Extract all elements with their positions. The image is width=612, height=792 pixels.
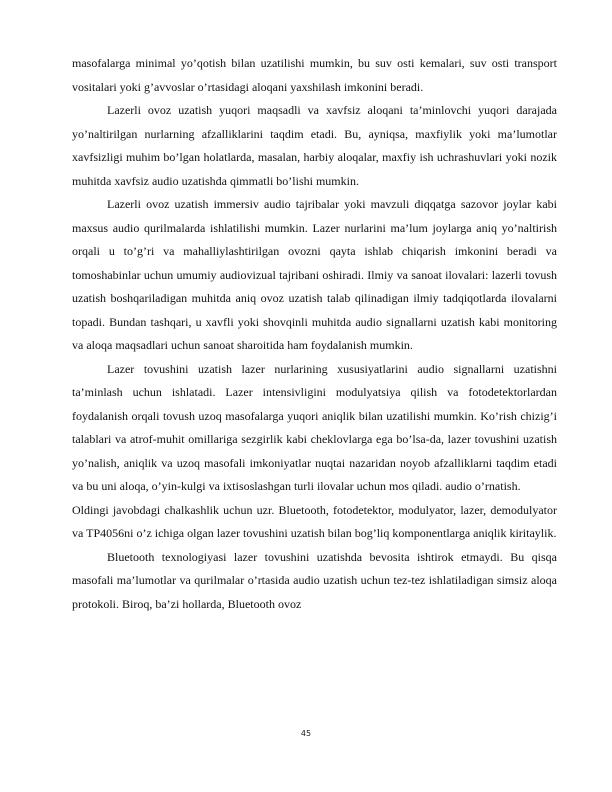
- document-body: [72, 52, 557, 616]
- page-number: 45: [300, 729, 312, 738]
- paragraph-continuation: masofalarga minimal yo’qotish bilan uzatilishi mumkin, bu suv osti kemalari, suv osti transport vositalari yoki g’avvoslar o’rtasidagi aloqani yaxshilash imkonini beradi.: [72, 56, 557, 94]
- paragraph-components: Oldingi javobdagi chalkashlik uchun uzr. Bluetooth, fotodetektor, modulyator, lazer, demodulyator va TP4056ni o’z ichiga olgan lazer tovushini uzatish bilan bog’liq komponentlarga aniqlik kiritaylik.: [72, 502, 557, 540]
- paragraph-secure-communication: Lazerli ovoz uzatish yuqori maqsadli va xavfsiz aloqani ta’minlovchi yuqori darajada yo’naltirilgan nurlarning afzalliklarini taqdim etadi. Bu, ayniqsa, maxfiylik yoki ma’lumotlar xavfsizligi muhim bo’lgan holatlarda, masalan, harbiy aloqalar, maxfiy ish uchrashuvlari yoki nozik muhitda xavfsiz audio uzatishda qimmatli bo’lishi mumkin.: [72, 103, 557, 188]
- paragraph-immersive-audio: Lazerli ovoz uzatish immersiv audio tajribalar yoki mavzuli diqqatga sazovor joylar kabi maxsus audio qurilmalarda ishlatilishi mumkin. Lazer nurlarini ma’lum joylarga aniq yo’naltirish orqali u to’g’ri va mahalliylashtirilgan ovozni qayta ishlab chiqarish imkonini beradi va tomoshabinlar uchun umumiy audiovizual tajribani oshiradi. Ilmiy va sanoat ilovalari: lazerli tovush uzatish boshqariladigan muhitda aniq ovoz uzatish talab qilinadigan ilmiy tadqiqotlarda ilovalarni topadi. Bundan tashqari, u xavfli yoki shovqinli muhitda audio signallarni uzatish kabi monitoring va aloqa maqsadlari uchun sanoat sharoitida ham foydalanish mumkin.: [72, 197, 557, 352]
- paragraph-laser-properties: Lazer tovushini uzatish lazer nurlarining xususiyatlarini audio signallarni uzatishni ta’minlash uchun ishlatadi. Lazer intensivligini modulyatsiya qilish va fotodetektorlardan foydalanish orqali tovush uzoq masofalarga yuqori aniqlik bilan uzatilishi mumkin. Ko’rish chizig’i talablari va atrof-muhit omillariga sezgirlik kabi cheklovlarga ega bo’lsa-da, lazer tovushini uzatish yo’nalish, aniqlik va uzoq masofali imkoniyatlar nuqtai nazaridan noyob afzalliklarni taqdim etadi va bu uni aloqa, o’yin-kulgi va ixtisoslashgan turli ilovalar uchun mos qiladi. audio o’rnatish.: [72, 361, 557, 493]
- paragraph-bluetooth: Bluetooth texnologiyasi lazer tovushini uzatishda bevosita ishtirok etmaydi. Bu qisqa masofali ma’lumotlar va qurilmalar o’rtasida audio uzatish uchun tez-tez ishlatiladigan simsiz aloqa protokoli. Biroq, ba’zi hollarda, Bluetooth ovoz: [72, 549, 557, 611]
